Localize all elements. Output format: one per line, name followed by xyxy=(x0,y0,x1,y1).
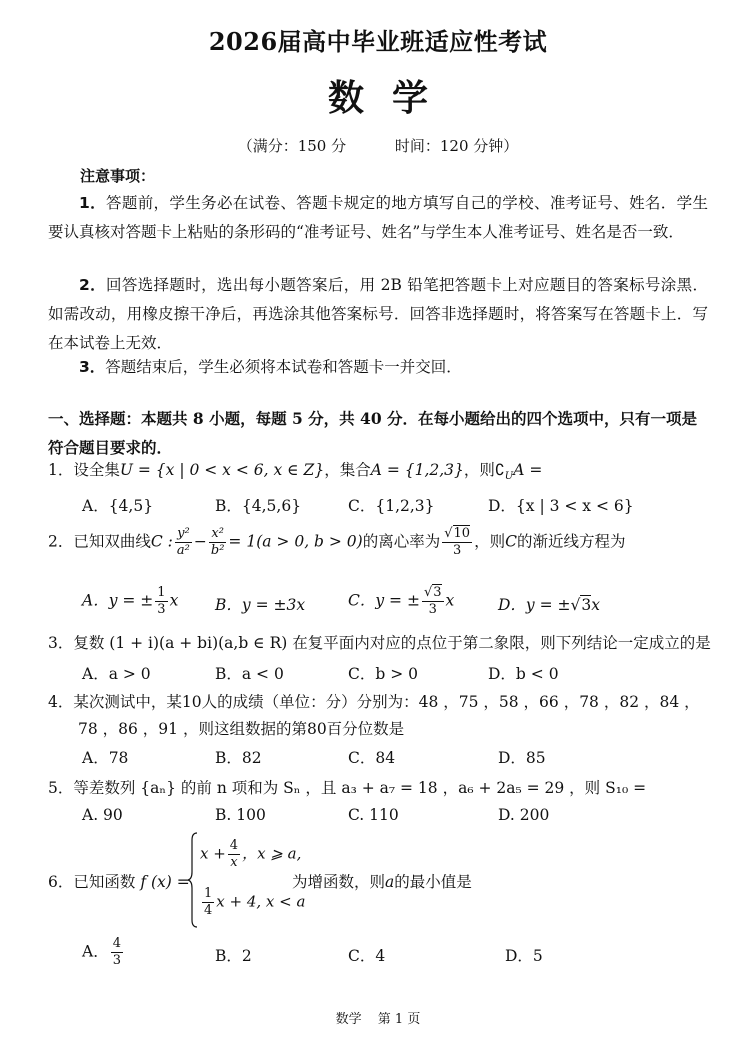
q2-a-den: 3 xyxy=(157,602,166,617)
q2-c-den: 3 xyxy=(428,602,437,617)
q2-x-fraction xyxy=(209,526,227,559)
q1-stem-a: 设全集 xyxy=(73,461,120,479)
q4-option-c: C．84 xyxy=(348,749,396,767)
q2-d-rad: 3 xyxy=(581,596,592,614)
q2-stem-d: 的渐近线方程为 xyxy=(516,532,626,551)
page-footer xyxy=(0,1008,756,1027)
q6-piecewise xyxy=(188,832,306,928)
q3-option-d: D．b < 0 xyxy=(488,665,559,683)
q6-option-a xyxy=(82,936,125,969)
q6-case2-den: 4 xyxy=(204,903,213,918)
q2-a-fraction xyxy=(155,585,167,618)
q3-option-b: B．a < 0 xyxy=(215,665,284,683)
notice-item-1-num: 1． xyxy=(79,194,106,212)
q2-num: 2． xyxy=(48,532,74,551)
q6-a-prefix: A． xyxy=(82,942,109,961)
q1-set-a: A = {1,2,3} xyxy=(370,461,464,479)
footer-subject: 数学 xyxy=(335,1012,362,1027)
q6-option-c: C．4 xyxy=(348,947,386,965)
notice-item-2 xyxy=(48,271,708,358)
q2-sqrt10: 10 xyxy=(453,526,471,541)
q4-option-a: A．78 xyxy=(82,749,129,767)
q6-case1-fraction xyxy=(228,838,240,871)
q6-case2-num: 1 xyxy=(204,886,213,901)
q2-stem-a: 已知双曲线 xyxy=(73,532,151,551)
question-6 xyxy=(48,870,190,892)
exam-meta xyxy=(0,135,756,156)
q4-num: 4． xyxy=(48,693,74,711)
full-score: （满分：150 分 xyxy=(237,137,347,155)
q6-case1-num: 4 xyxy=(229,838,239,853)
q1-option-a: A．{4,5} xyxy=(82,497,154,515)
notice-title: 注意事项： xyxy=(80,167,156,185)
q1-comp-tail: A = xyxy=(513,461,543,479)
q2-y2: y² xyxy=(175,526,192,543)
q2-option-d: D．y = ±√3x xyxy=(498,596,601,614)
q6-case-1 xyxy=(200,838,301,871)
q1-comp-sub: U xyxy=(504,471,514,483)
q2-stem-c: ，则 xyxy=(474,532,506,551)
q4-line1: 某次测试中，某10人的成绩（单位：分）分别为：48 ，75 ，58 ，66 ，78 ，82 ，84 ， xyxy=(73,693,700,711)
q1-stem-c: ，则 xyxy=(463,461,495,479)
q6-a-fraction xyxy=(111,936,123,969)
q5-num: 5． xyxy=(48,779,74,797)
q6-case2-fraction xyxy=(202,886,214,919)
q6-brace xyxy=(188,832,198,928)
q6-case1-den: x xyxy=(230,855,238,870)
q2-c-label: C : xyxy=(150,532,173,551)
q2-y-fraction xyxy=(175,526,192,559)
section-heading: 一、选择题：本题共 8 小题，每题 5 分，共 40 分．在每小题给出的四个选项中，只有一项是符合题目要求的． xyxy=(48,409,698,457)
q2-option-b xyxy=(215,593,305,615)
q5-option-a: A. 90 xyxy=(82,806,123,824)
q6-case-2 xyxy=(200,886,305,919)
q6-case1-prefix: x + xyxy=(200,844,226,863)
q6-fx: f (x) = xyxy=(140,873,190,891)
notice-item-3-num: 3． xyxy=(79,358,106,376)
q2-b2: b² xyxy=(210,543,225,558)
question-5 xyxy=(48,776,646,798)
q6-stem-tail xyxy=(292,870,472,892)
q5-option-d: D. 200 xyxy=(498,806,550,824)
q6-stem-b: 为增函数，则 xyxy=(292,873,386,891)
q5-option-c: C. 110 xyxy=(348,806,399,824)
q1-stem-b: ，集合 xyxy=(324,461,371,479)
q6-option-b: B．2 xyxy=(215,947,252,965)
question-4 xyxy=(48,690,700,712)
q6-case1-cond: ，x ⩾ a, xyxy=(242,844,302,863)
q6-stem-c: 的最小值是 xyxy=(394,873,472,891)
q2-option-c xyxy=(348,585,454,618)
q6-num: 6． xyxy=(48,873,74,891)
q3-option-a: A．a > 0 xyxy=(82,665,151,683)
q2-d-prefix: D．y = ± xyxy=(498,596,571,614)
q1-num: 1． xyxy=(48,461,74,479)
q6-a-num: 4 xyxy=(112,936,121,951)
q1-option-c: C．{1,2,3} xyxy=(348,497,435,515)
question-1 xyxy=(48,458,542,482)
q2-a-suffix: x xyxy=(169,591,179,610)
q6-stem-a: 已知函数 xyxy=(73,873,136,891)
q2-condition: = 1(a > 0, b > 0) xyxy=(228,532,363,551)
q3-num: 3． xyxy=(48,634,74,652)
q4-option-b: B．82 xyxy=(215,749,262,767)
q3-stem: 复数 (1 + i)(a + bi)(a,b ∈ R) 在复平面内对应的点位于第二象限，则下列结论一定成立的是 xyxy=(73,634,711,652)
question-3 xyxy=(48,631,711,653)
q4-line2: 78 ，86 ，91 ，则这组数据的第80百分位数是 xyxy=(78,720,405,738)
q2-c-fraction: $\frac{√3}{3}$ xyxy=(423,585,442,617)
q5-option-b: B. 100 xyxy=(215,806,266,824)
q2-c-num: 3 xyxy=(433,585,442,600)
notice-item-1 xyxy=(48,189,708,247)
q2-x2: x² xyxy=(209,526,227,543)
q1-option-b: B．{4,5,6} xyxy=(215,497,302,515)
q1-option-d: D．{x | 3 < x < 6} xyxy=(488,497,634,515)
q1-set-u: U = {x | 0 < x < 6, x ∈ Z} xyxy=(119,461,325,479)
exam-title: 2026届高中毕业班适应性考试 xyxy=(208,27,548,56)
q4-option-d: D．85 xyxy=(498,749,546,767)
q6-case2-rest: x + 4, x < a xyxy=(216,892,306,911)
q2-c-var: C xyxy=(505,532,517,551)
q2-c-prefix: C．y = ± xyxy=(348,591,420,610)
q5-stem: 等差数列 {aₙ} 的前 n 项和为 Sₙ ，且 a₃ + a₇ = 18 ，a₆ + 2a₅ = 29 ，则 S₁₀ = xyxy=(73,779,647,797)
q2-a-prefix: A．y = ± xyxy=(82,591,154,610)
subject-title: 数学 xyxy=(327,77,456,119)
footer-page: 第 1 页 xyxy=(377,1012,421,1027)
q2-eccentricity: $\frac{√10}{3}$ xyxy=(444,526,471,558)
notice-item-1-text: 答题前，学生务必在试卷、答题卡规定的地方填写自己的学校、准考证号、姓名．学生要认真核对答题卡上粘贴的条形码的“准考证号、姓名”与学生本人准考证号、姓名是否一致． xyxy=(48,194,708,241)
q2-option-a xyxy=(82,585,178,618)
notice-item-3-text: 答题结束后，学生必须将本试卷和答题卡一并交回． xyxy=(105,358,462,376)
q2-den3: 3 xyxy=(453,543,462,558)
q2-c-suffix: x xyxy=(445,591,455,610)
q3-option-c: C．b > 0 xyxy=(348,665,418,683)
notice-item-2-num: 2． xyxy=(79,276,106,294)
q2-stem-b: 的离心率为 xyxy=(362,532,441,551)
q6-option-d: D．5 xyxy=(505,947,543,965)
question-2: 2．已知双曲线C : $\frac{\text{y²}}{\text{a²}}$ − $\frac{\text{x²}}{\text{b²}}$ = 1(a > 0, b > 0)的离心率为 $\frac{√10}{3}$ ，则C的渐近线方程为 xyxy=(48,526,626,558)
q6-a-den: 3 xyxy=(112,953,121,968)
q2-a-num: 1 xyxy=(157,585,166,600)
q2-a2: a² xyxy=(176,543,190,558)
notice-item-2-text: 回答选择题时，选出每小题答案后，用 2B 铅笔把答题卡上对应题目的答案标号涂黑．如需改动，用橡皮擦干净后，再选涂其他答案标号．回答非选择题时，将答案写在答题卡上．写在本试卷上无效． xyxy=(48,276,708,352)
q2-b-text: B．y = ±3x xyxy=(215,596,306,614)
q6-a-var: a xyxy=(385,873,395,891)
notice-item-3 xyxy=(48,353,708,382)
time-limit: 时间：120 分钟） xyxy=(394,137,519,155)
q1-complement: ∁ xyxy=(494,461,505,479)
q2-d-suffix: x xyxy=(591,596,601,614)
